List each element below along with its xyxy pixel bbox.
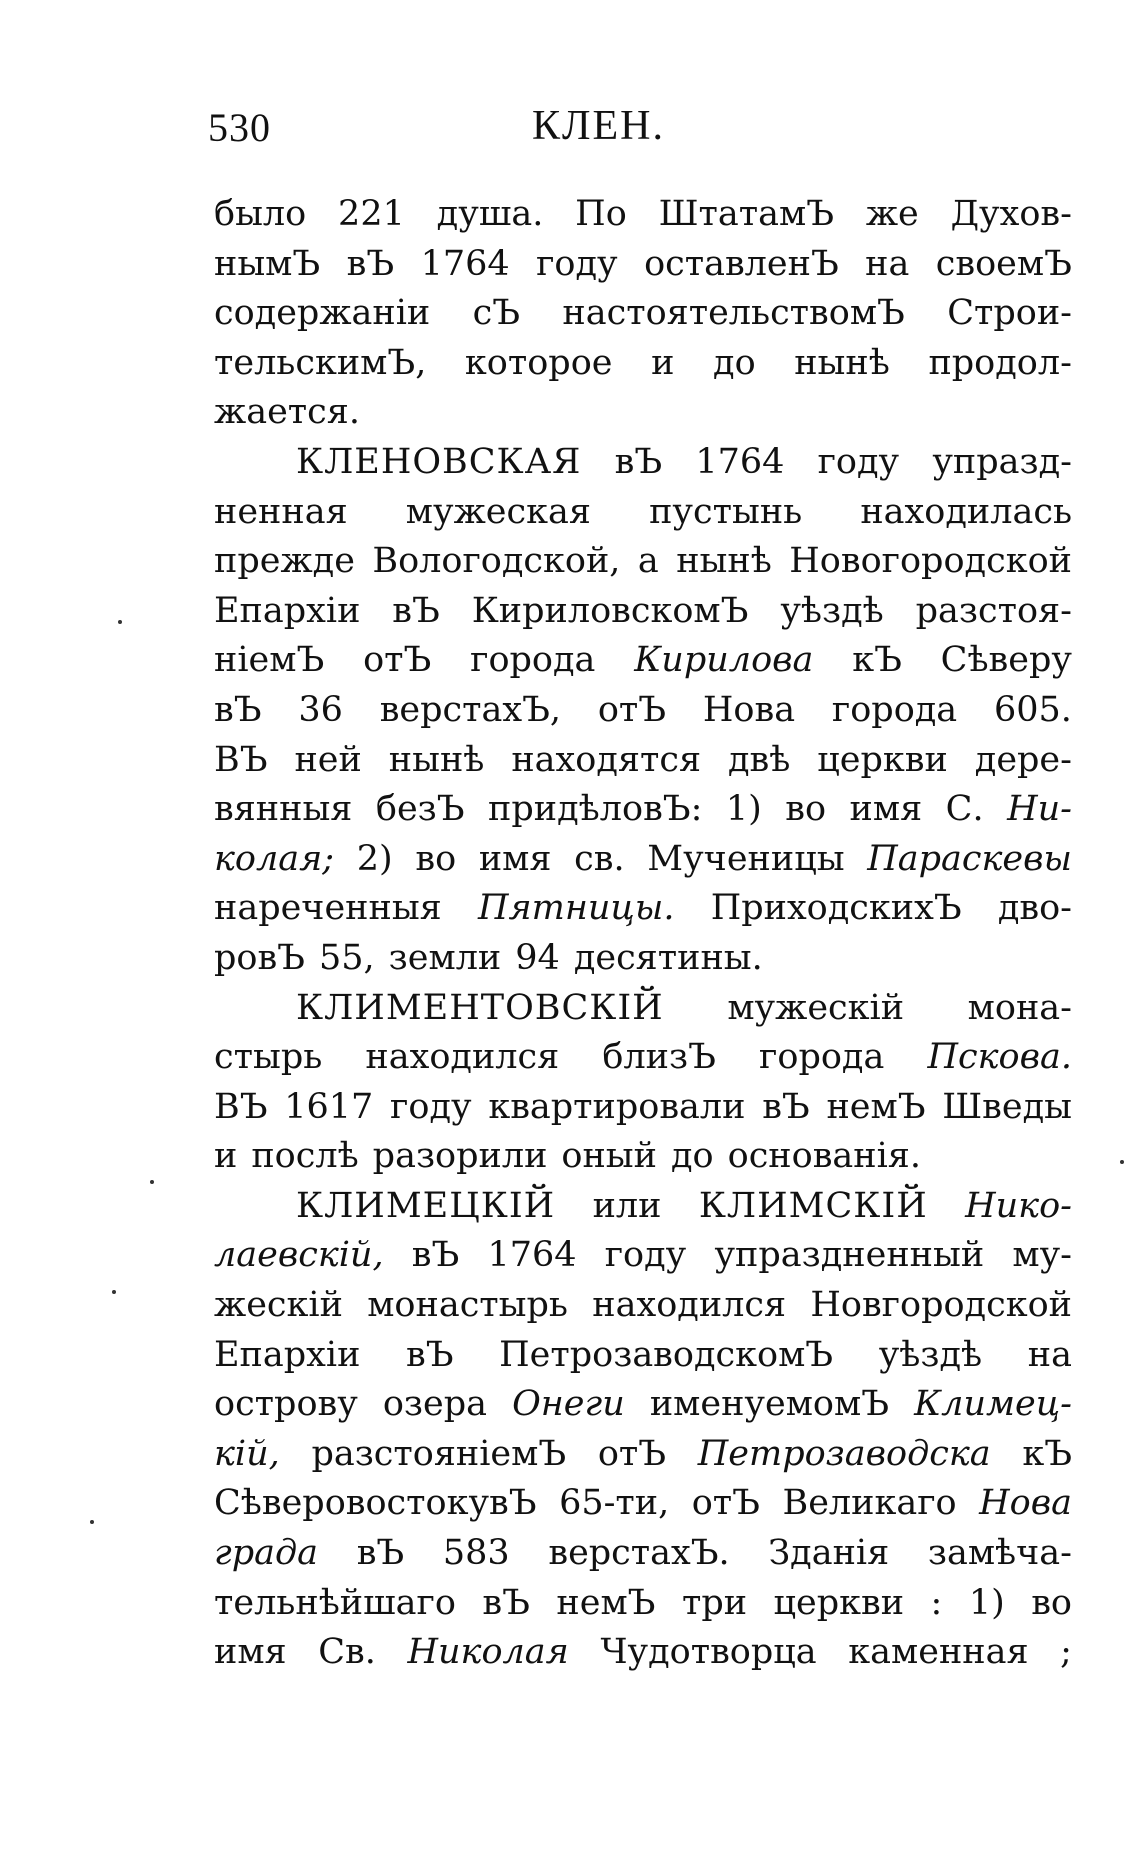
text-line	[214, 587, 1072, 637]
text-word: жается.	[214, 392, 360, 433]
text-word: уѣздѣ	[780, 590, 884, 631]
text-line	[214, 1331, 1072, 1381]
text-word: Пятницы.	[477, 888, 675, 929]
text-word: города	[831, 689, 958, 730]
text-word: вЪ	[762, 1086, 810, 1127]
text-word: кЪ	[852, 640, 902, 681]
print-speck	[150, 1180, 154, 1184]
text-word: три	[681, 1582, 748, 1623]
text-word: находятся	[511, 739, 702, 780]
text-word: году	[604, 1235, 687, 1276]
text-word: десятины.	[573, 937, 763, 978]
text-word: вЪ	[356, 1533, 405, 1574]
text-word: жескiй	[214, 1285, 343, 1326]
text-line	[214, 1083, 1072, 1133]
text-word: или	[592, 1185, 662, 1226]
text-word: 2)	[356, 838, 393, 879]
text-word: упраздненный	[714, 1235, 985, 1276]
text-word: стырь	[214, 1037, 323, 1078]
text-line	[214, 1182, 1072, 1232]
entry-heading-word: КЛИМЕЦКIЙ	[296, 1185, 556, 1226]
text-word: году	[536, 243, 618, 284]
running-head: КЛЕН.	[532, 103, 665, 149]
print-speck	[1120, 1160, 1124, 1164]
text-word: находился	[592, 1285, 787, 1326]
entry-heading-word: КЛИМСКIЙ	[698, 1185, 928, 1226]
text-word: вЪ	[482, 1582, 530, 1623]
text-line	[214, 1579, 1072, 1629]
text-word: 55,	[319, 937, 375, 978]
text-word: Климец-	[914, 1384, 1072, 1425]
text-word: вЪ	[406, 1334, 454, 1375]
text-word: разстоя-	[915, 590, 1072, 631]
text-word: верстахЪ.	[548, 1533, 730, 1574]
text-word: немЪ	[826, 1086, 926, 1127]
text-word: вЪ	[392, 590, 440, 631]
text-word: послѣ	[251, 1136, 359, 1177]
text-word: имя	[478, 838, 552, 879]
text-line	[214, 289, 1072, 339]
text-word: близЪ	[602, 1037, 716, 1078]
text-word: находился	[365, 1037, 560, 1078]
text-line	[214, 1132, 1072, 1182]
text-line	[214, 240, 1072, 290]
text-word: По	[575, 194, 627, 234]
text-line	[214, 934, 1072, 984]
text-word: Новогородской	[789, 541, 1072, 582]
text-word: 1764	[420, 243, 510, 284]
text-word: замѣча-	[927, 1533, 1072, 1574]
text-word: во	[415, 838, 457, 879]
text-word: 1)	[968, 1582, 1005, 1623]
text-word: нынѣ	[794, 342, 890, 383]
text-word: Пскова.	[927, 1037, 1072, 1078]
text-word: вЪ	[411, 1235, 460, 1276]
text-word: вянныя	[214, 789, 353, 830]
text-word: С.	[945, 789, 984, 830]
text-word: настоятельствомЪ	[562, 293, 905, 334]
text-word: оставленЪ	[644, 243, 839, 284]
text-word: Духов-	[950, 194, 1072, 234]
text-word: во	[1031, 1582, 1072, 1623]
text-word: нареченныя	[214, 888, 442, 929]
text-line	[214, 1281, 1072, 1331]
text-word: нiемЪ	[214, 640, 325, 681]
text-line	[214, 388, 1072, 438]
text-word: ;	[1060, 1632, 1072, 1673]
text-word: мужескiй	[727, 987, 905, 1028]
text-word: Вологодской,	[372, 541, 621, 582]
text-line	[214, 438, 1072, 488]
text-word: пустынь	[649, 491, 803, 532]
text-word: града	[214, 1533, 319, 1574]
text-word: дво-	[997, 888, 1072, 929]
text-line	[214, 785, 1072, 835]
text-word: и	[651, 342, 675, 383]
text-word: 36	[298, 689, 343, 730]
text-word: Чудотворца	[600, 1632, 817, 1673]
text-word: Нова	[979, 1483, 1072, 1524]
body-text	[214, 190, 1072, 1678]
entry-heading-word: КЛИМЕНТОВСКIЙ	[296, 987, 664, 1028]
text-word: находилась	[860, 491, 1072, 532]
text-line	[214, 636, 1072, 686]
print-speck	[112, 1290, 116, 1294]
text-word: Строи-	[947, 293, 1072, 334]
text-word: продол-	[928, 342, 1072, 383]
text-word: 1764	[695, 441, 785, 482]
text-word: озера	[382, 1384, 488, 1425]
text-word: каменная	[848, 1632, 1029, 1673]
text-line	[214, 1380, 1072, 1430]
text-word: до	[671, 1136, 714, 1177]
text-word: отЪ	[363, 640, 432, 681]
text-word: ШтатамЪ	[658, 194, 835, 234]
text-line	[214, 686, 1072, 736]
text-word: на	[1027, 1334, 1072, 1375]
text-word: Шведы	[942, 1086, 1072, 1127]
text-word: году	[817, 441, 900, 482]
print-speck	[118, 620, 122, 624]
text-word: отЪ	[597, 1433, 667, 1474]
text-word: уѣздѣ	[878, 1334, 983, 1375]
text-word: церкви	[817, 739, 948, 780]
text-word: 221	[338, 194, 405, 234]
text-line	[214, 984, 1072, 1034]
text-word: своемЪ	[935, 243, 1072, 284]
text-word: Ни-	[1007, 789, 1072, 830]
text-line	[214, 1430, 1072, 1480]
text-word: города	[470, 640, 596, 681]
text-line	[214, 537, 1072, 587]
text-word: 1)	[725, 789, 762, 830]
text-word: разорили	[372, 1136, 548, 1177]
text-word: му-	[1012, 1235, 1072, 1276]
text-line	[214, 1529, 1072, 1579]
text-word: 583	[442, 1533, 510, 1574]
text-word: острову	[214, 1384, 358, 1425]
text-word: нынѣ	[388, 739, 485, 780]
text-word: сЪ	[472, 293, 521, 334]
text-word: ней	[294, 739, 362, 780]
text-word: оный	[561, 1136, 657, 1177]
text-word: отЪ	[691, 1483, 760, 1524]
text-line	[214, 488, 1072, 538]
text-word: которое	[464, 342, 613, 383]
text-word: кЪ	[1022, 1433, 1072, 1474]
text-word: Сѣверу	[940, 640, 1072, 681]
text-line	[214, 1033, 1072, 1083]
text-word: :	[930, 1582, 943, 1623]
text-word: Св.	[318, 1632, 376, 1673]
text-word: земли	[388, 937, 502, 978]
text-word: имя	[214, 1632, 287, 1673]
text-word: Новгородской	[810, 1285, 1072, 1326]
text-word: придѣловЪ:	[488, 789, 703, 830]
text-word: до	[713, 342, 756, 383]
text-word: лаевскiй,	[214, 1235, 384, 1276]
text-word: ВЪ	[214, 1086, 268, 1127]
text-word: Нико-	[965, 1185, 1072, 1226]
text-line	[214, 884, 1072, 934]
text-word: вЪ	[614, 441, 663, 482]
text-word: отЪ	[597, 689, 667, 730]
text-word: 65-ти,	[559, 1483, 670, 1524]
text-word: вЪ	[346, 243, 395, 284]
text-word: колая;	[214, 838, 335, 879]
text-line	[214, 1479, 1072, 1529]
text-word: двѣ	[727, 739, 791, 780]
text-word: Епархiи	[214, 1334, 361, 1375]
text-word: разстоянiемЪ	[311, 1433, 567, 1474]
text-word: церкви	[773, 1582, 905, 1623]
text-word: во	[785, 789, 827, 830]
text-word: 605.	[994, 689, 1072, 730]
text-word: св.	[574, 838, 625, 879]
text-word: КириловскомЪ	[471, 590, 749, 631]
text-word: нынѣ	[676, 541, 772, 582]
text-word: Петрозаводска	[697, 1433, 991, 1474]
text-word: именуемомЪ	[649, 1384, 890, 1425]
text-word: тельнѣйшаго	[214, 1582, 456, 1623]
text-word: мужеская	[405, 491, 591, 532]
text-line	[214, 736, 1072, 786]
text-word: Зданiя	[768, 1533, 890, 1574]
text-word: Епархiи	[214, 590, 361, 631]
text-word: 1617	[284, 1086, 374, 1127]
text-word: а	[637, 541, 659, 582]
text-word: упразд-	[932, 441, 1072, 482]
text-word: Кирилова	[634, 640, 814, 681]
text-word: душа.	[436, 194, 544, 234]
text-word: ПетрозаводскомЪ	[499, 1334, 834, 1375]
text-word: содержанiи	[214, 293, 431, 334]
text-word: на	[865, 243, 910, 284]
text-word: Великаго	[782, 1483, 957, 1524]
text-word: и	[214, 1136, 238, 1177]
print-speck	[90, 1520, 94, 1524]
text-line	[214, 1628, 1072, 1678]
text-word: было	[214, 194, 307, 234]
text-line	[214, 339, 1072, 389]
text-line	[214, 1231, 1072, 1281]
text-word: монастырь	[367, 1285, 568, 1326]
text-word: Мученицы	[647, 838, 845, 879]
text-word: СѣверовостокувЪ	[214, 1483, 537, 1524]
text-word: 1764	[487, 1235, 577, 1276]
text-line	[214, 835, 1072, 885]
text-word: ровЪ	[214, 937, 305, 978]
text-word: прежде	[214, 541, 355, 582]
text-word: нымЪ	[214, 243, 321, 284]
text-word: году	[390, 1086, 472, 1127]
text-word: же	[865, 194, 919, 234]
text-word: ПриходскихЪ	[710, 888, 962, 929]
text-word: Николая	[407, 1632, 569, 1673]
text-word: квартировали	[488, 1086, 746, 1127]
text-word: Нова	[702, 689, 796, 730]
text-line	[214, 190, 1072, 240]
text-word: города	[759, 1037, 885, 1078]
text-word: немЪ	[556, 1582, 656, 1623]
text-word: верстахЪ,	[379, 689, 562, 730]
page-number: 530	[208, 105, 271, 150]
text-word: вЪ	[214, 689, 262, 730]
text-word: ВЪ	[214, 739, 268, 780]
text-word: мона-	[967, 987, 1072, 1028]
text-word: Онеги	[512, 1384, 625, 1425]
entry-heading-word: КЛЕНОВСКАЯ	[296, 441, 582, 482]
text-word: безЪ	[375, 789, 465, 830]
text-word: дере-	[974, 739, 1072, 780]
text-word: 94	[515, 937, 560, 978]
text-word: тельскимЪ,	[214, 342, 427, 383]
text-word: Параскевы	[867, 838, 1072, 879]
text-word: кiй,	[214, 1433, 280, 1474]
text-word: основанiя.	[727, 1136, 921, 1177]
text-word: ненная	[214, 491, 348, 532]
text-word: имя	[849, 789, 923, 830]
